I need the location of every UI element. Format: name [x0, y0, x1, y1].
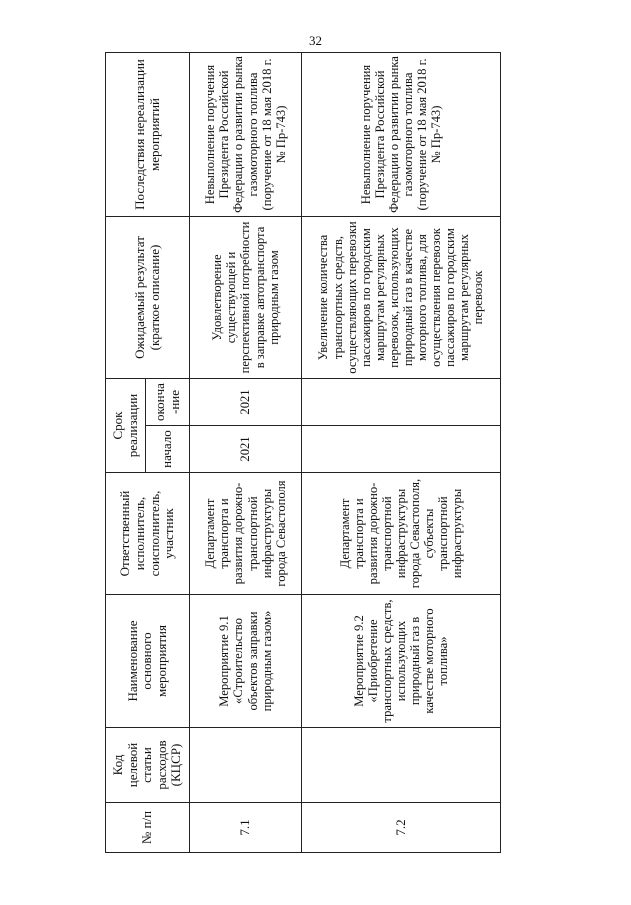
row-name: Мероприятие 9.2 «Приобретение транспортных средств, использующих природный газ в качестве моторного топлива»: [302, 595, 501, 728]
row-num: 7.2: [302, 803, 501, 853]
header-consequences: Последствия нереализации мероприятий: [106, 53, 190, 217]
page-number: 32: [309, 33, 322, 48]
table-row: [302, 53, 501, 853]
table-row: [190, 53, 302, 853]
header-term: Срок реализации: [106, 379, 146, 473]
rotated-table-container: [105, 53, 500, 853]
header-responsible: Ответственный исполнитель, соисполнитель, участник: [106, 473, 190, 595]
row-responsible: Департамент транспорта и развития дорожно-транспортной инфраструктуры города Севастополя, субъекты транспортной инфраструктуры: [302, 473, 501, 595]
events-table: [105, 52, 501, 853]
row-code: [190, 728, 302, 803]
row-result: Увеличение количества транспортных средств, осуществляющих перевозки пассажиров по городским маршрутам регулярных перевозок, использующих природный газ в качестве моторного топлива, для осуществления перевозок пассажиров по городским маршрутам регулярных перевозок: [302, 217, 501, 379]
header-start: начало: [146, 426, 190, 473]
row-name: Мероприятие 9.1 «Строительство объектов заправки природным газом»: [190, 595, 302, 728]
header-row: [106, 53, 146, 853]
row-result: Удовлетворение существующей и перспективной потребности в заправке автотранспорта природным газом: [190, 217, 302, 379]
row-consequences: Невыполнение поручения Президента Российской Федерации о развитии рынка газомоторного топлива (поручение от 18 мая 2018 г. № Пр-743): [302, 53, 501, 217]
row-start: 2021: [190, 426, 302, 473]
row-consequences: Невыполнение поручения Президента Российской Федерации о развитии рынка газомоторного топлива (поручение от 18 мая 2018 г. № Пр-743): [190, 53, 302, 217]
row-code: [302, 728, 501, 803]
header-result: Ожидаемый результат (краткое описание): [106, 217, 190, 379]
header-code: Код целевой статьи расходов (КЦСР): [106, 728, 190, 803]
row-end: [302, 379, 501, 426]
row-end: 2021: [190, 379, 302, 426]
row-start: [302, 426, 501, 473]
row-num: 7.1: [190, 803, 302, 853]
header-num: № п/п: [106, 803, 190, 853]
row-responsible: Департамент транспорта и развития дорожно-транспортной инфраструктуры города Севастополя: [190, 473, 302, 595]
header-end: оконча-ние: [146, 379, 190, 426]
header-name: Наименование основного мероприятия: [106, 595, 190, 728]
